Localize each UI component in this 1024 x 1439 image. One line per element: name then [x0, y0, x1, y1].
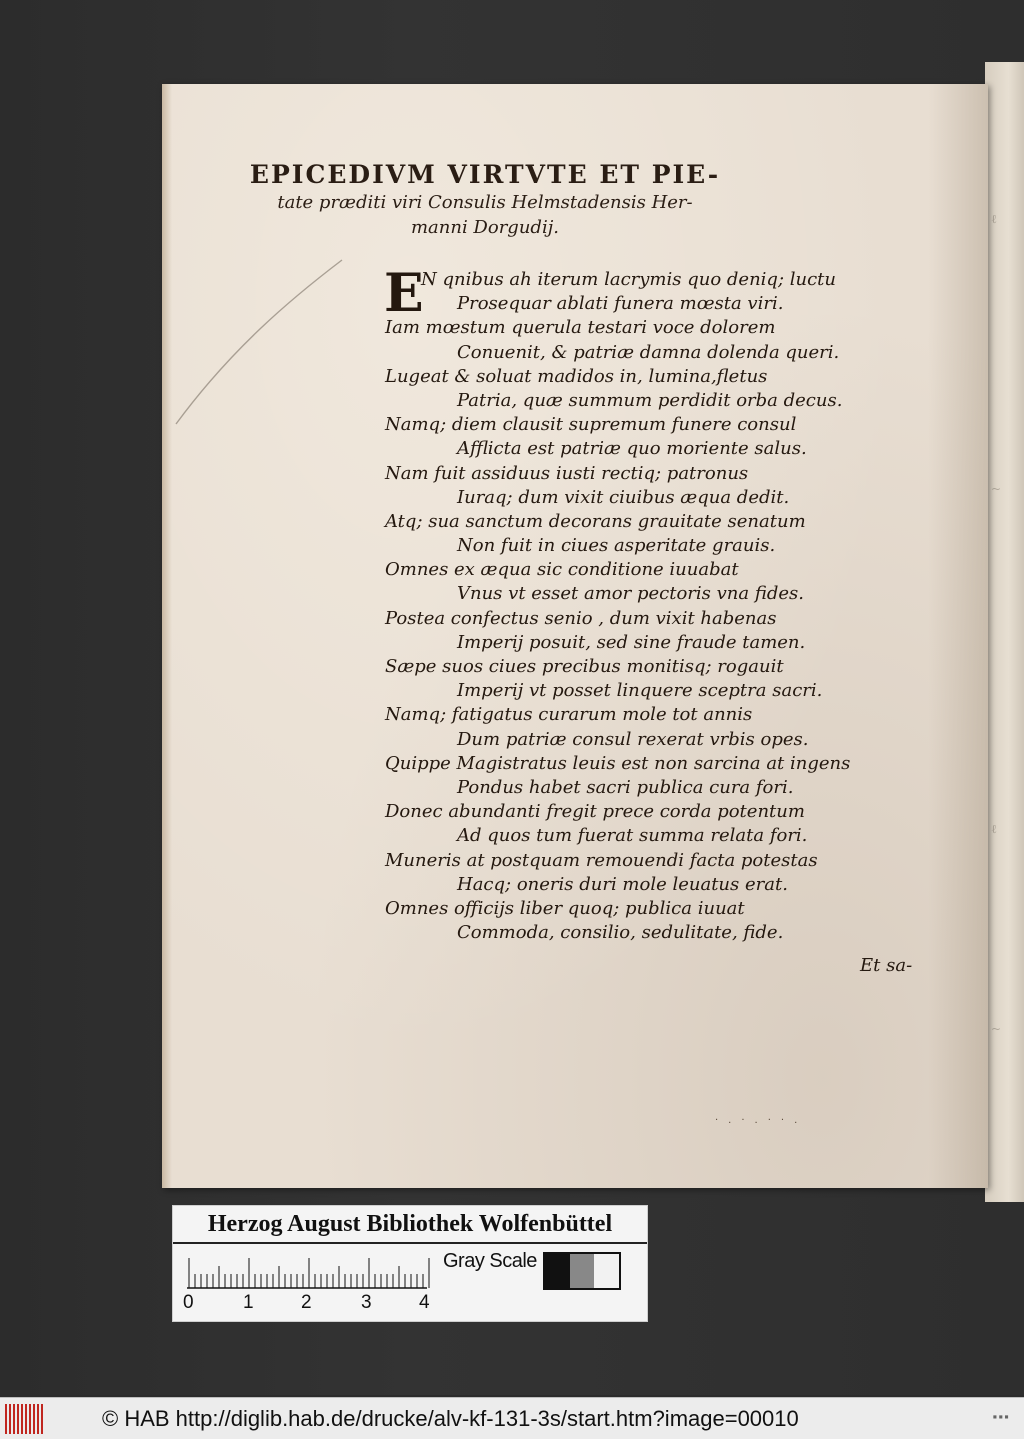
color-scale-card	[172, 1205, 648, 1322]
poem-line: Pondus habet sacri publica cura fori.	[457, 776, 794, 798]
pencil-mark	[172, 258, 352, 428]
poem-line: Iam mœstum querula testari voce dolorem	[385, 317, 776, 339]
poem-line: Patria, quæ summum perdidit orba decus.	[457, 389, 843, 411]
poem-line: Afflicta est patriæ quo moriente salus.	[457, 438, 807, 460]
poem-line: Omnes ex æqua sic conditione iuuabat	[385, 559, 739, 581]
poem-line: Sæpe suos ciues precibus monitisq; rogauit	[385, 656, 784, 677]
poem-line: Muneris at postquam remouendi facta potestas	[385, 849, 818, 871]
poem-line: Non fuit in ciues asperitate grauis.	[457, 535, 776, 557]
gray-swatch-light	[594, 1254, 619, 1288]
library-name: Herzog August Bibliothek Wolfenbüttel	[173, 1206, 647, 1244]
gray-swatch-mid	[570, 1254, 595, 1288]
poem-line: N qnibus ah iterum lacrymis quo deniq; luctu	[421, 269, 836, 290]
poem-line: Conuenit, & patriæ damna dolenda queri.	[457, 341, 840, 363]
footer-mark: ▪▪▪	[992, 1412, 1010, 1421]
poem-line: Iuraq; dum vixit ciuibus æqua dedit.	[457, 486, 790, 508]
ink-specks: ·.·.··.	[715, 1115, 808, 1126]
adjacent-page-edge: ℓ ~ ℓ ~	[985, 62, 1024, 1202]
poem-heading	[225, 160, 745, 240]
poem-body	[384, 263, 945, 945]
heading-line-3: manni Dorgudij.	[410, 217, 560, 238]
poem-line: Commoda, consilio, sedulitate, fide.	[457, 922, 784, 944]
catchword: Et sa-	[860, 955, 913, 976]
poem-line: Imperij posuit, sed sine fraude tamen.	[457, 631, 806, 653]
ruler-number: 0	[183, 1292, 194, 1313]
ruler-number: 1	[243, 1292, 254, 1313]
ruler-number: 3	[361, 1292, 372, 1313]
poem-line: Atq; sua sanctum decorans grauitate senatum	[385, 510, 806, 532]
poem-line: Quippe Magistratus leuis est non sarcina at ingens	[385, 752, 851, 774]
poem-line: Donec abundanti fregit prece corda potentum	[385, 801, 805, 823]
poem-line: Nam fuit assiduus iusti rectiq; patronus	[385, 462, 749, 484]
hab-logo-icon[interactable]	[5, 1404, 47, 1434]
drop-cap-initial: E	[384, 263, 424, 324]
copyright-url[interactable]: © HAB http://diglib.hab.de/drucke/alv-kf-131-3s/start.htm?image=00010	[102, 1406, 799, 1431]
page-edge-shadow	[162, 84, 172, 1188]
poem-line: Lugeat & soluat madidos in, lumina,fletus	[385, 365, 768, 387]
gray-scale-swatches	[543, 1252, 621, 1290]
poem-line: Dum patriæ consul rexerat vrbis opes.	[457, 728, 809, 750]
ruler-number: 4	[419, 1292, 430, 1313]
poem-line: Namq; diem clausit supremum funere consul	[385, 414, 797, 436]
poem-line: Prosequar ablati funera mœsta viri.	[457, 293, 784, 315]
poem-line: Namq; fatigatus curarum mole tot annis	[385, 704, 753, 726]
poem-line: Postea confectus senio , dum vixit habenas	[385, 607, 777, 629]
poem-line: Vnus vt esset amor pectoris vna fides.	[457, 583, 804, 605]
poem-line: Omnes officijs liber quoq; publica iuuat	[385, 897, 745, 919]
viewer-footer	[0, 1397, 1024, 1439]
ruler-number: 2	[301, 1292, 312, 1313]
gray-swatch-dark	[545, 1254, 570, 1288]
heading-line-2: tate præditi viri Consulis Helmstadensis Her-	[277, 192, 693, 213]
poem-line: Ad quos tum fuerat summa relata fori.	[457, 825, 808, 847]
poem-line: Imperij vt posset linquere sceptra sacri.	[457, 680, 823, 702]
gray-scale-label: Gray Scale	[443, 1250, 537, 1272]
heading-line-1: EPICEDIVM VIRTVTE ET PIE-	[249, 160, 721, 189]
poem-line: Hacq; oneris duri mole leuatus erat.	[457, 873, 788, 895]
